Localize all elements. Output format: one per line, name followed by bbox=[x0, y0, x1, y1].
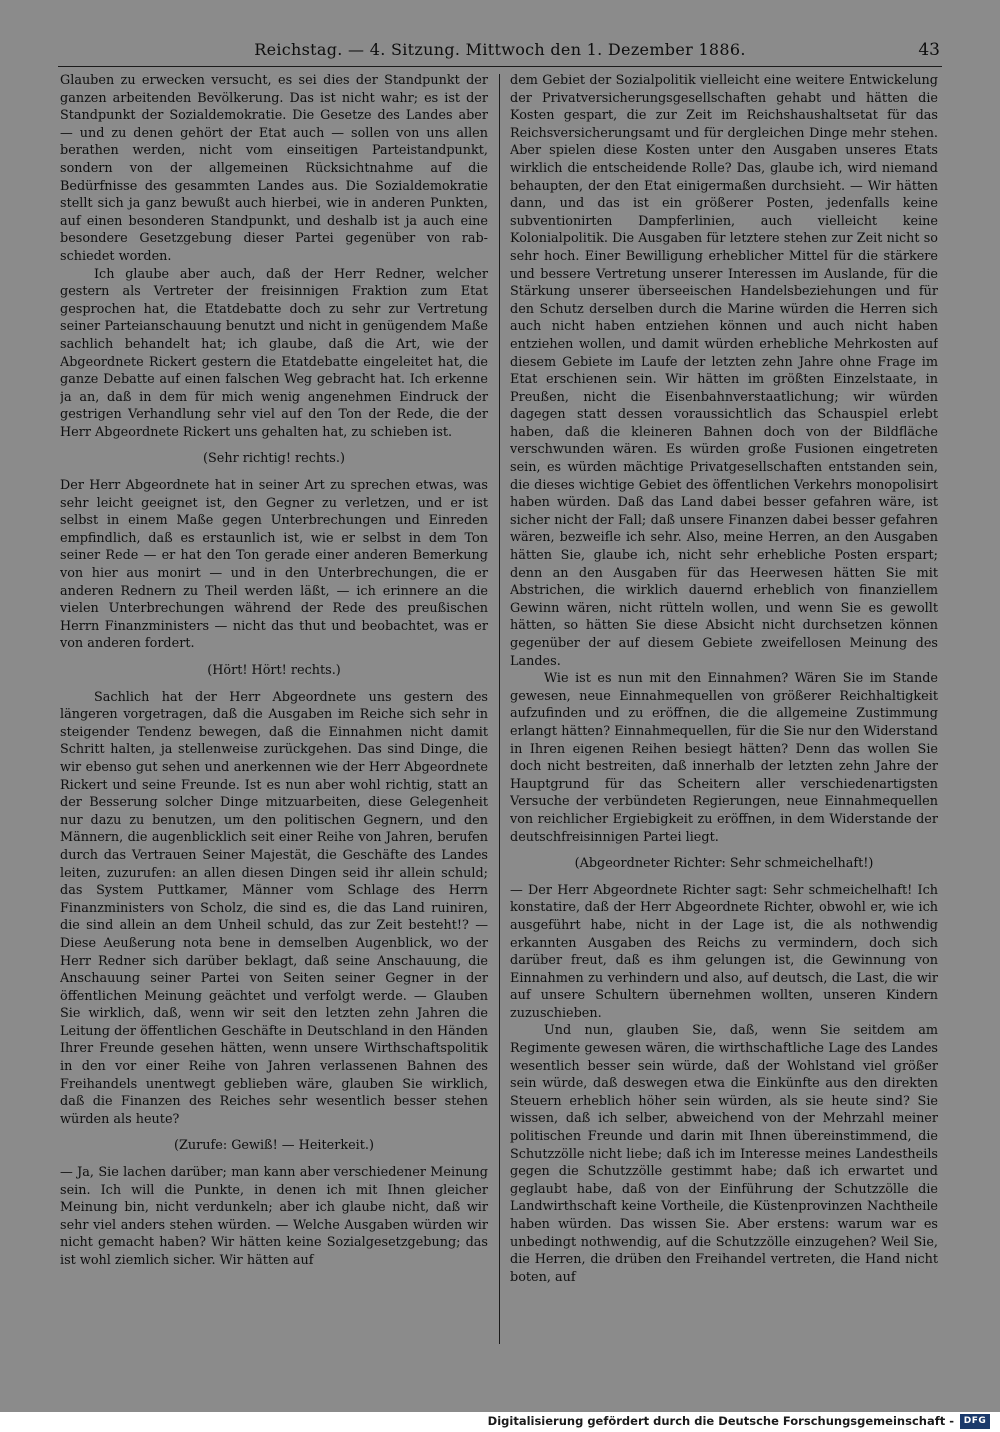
column-divider bbox=[499, 74, 500, 1344]
paragraph: Und nun, glauben Sie, daß, wenn Sie seitdem am Regimente gewesen wären, die wirthschaftliche Lage des Landes wesentlich besser sein würde, daß der Wohlstand viel größer sein würde, daß deswegen etwa die Einkünfte aus den direkten Steuern erheblich höher sein würden, als sie heute sind? Sie wissen, daß ich selber, abweichend von der Mehrzahl meiner politischen Freunde und darin mit Ihnen übereinstimmend, die Schutzzölle nicht liebe; daß ich im Interesse meines Landestheils gegen die Schutzzölle gestimmt habe; daß ich erwartet und geglaubt habe, daß von der Einführung der Schutzzölle die Landwirthschaft keine Vortheile, die Küstenprovinzen Nachtheile haben würden. Das wissen Sie. Aber erstens: warum war es unbedingt nothwendig, auf die Schutzzölle einzugehen? Weil Sie, die Herren, die drüben den Freihandel vertreten, die Hand nicht boten, auf bbox=[510, 1023, 938, 1285]
paragraph: Wie ist es nun mit den Einnahmen? Wären Sie im Stande gewesen, neue Einnahmequellen von größerer Reichhaltigkeit aufzufinden und zu eröffnen, die die allgemeine Zustimmung erlangt hätten? Einnahmequellen, für die Sie nur den Widerstand in Ihren eigenen Reihen besiegt hätten? Denn das wollen Sie doch nicht bestreiten, daß innerhalb der letzten zehn Jahre der Hauptgrund für das Scheitern aller verschiedenartigsten Versuche der verbündeten Regierungen, neue Einnahmequellen von reichlicher Ergiebigkeit zu eröffnen, in dem Widerstande der deutschfreisinnigen Partei liegt. bbox=[510, 671, 938, 845]
interjection: (Sehr richtig! rechts.) bbox=[203, 451, 345, 467]
paragraph: — Der Herr Abgeordnete Richter sagt: Sehr schmeichelhaft! Ich konstatire, daß der Herr Abgeordnete Richter, obwohl er, wie ich ausgeführt habe, nicht in der Lage ist, die als nothwendig erkannten Ausgaben des Reichs zu vermindern, doch sich darüber freut, daß es ihm gelungen ist, die Gewinnung von Einnahmen zu verhindern und also, auf deutsch, die Last, die wir auf unsere Schultern übernehmen wollten, unseren Kindern zuzuschieben. bbox=[510, 882, 938, 1021]
paragraph: Ich glaube aber auch, daß der Herr Redner, welcher gestern als Vertreter der freisinnigen Fraktion zum Etat gesprochen hat, die Etatdebatte doch zu sehr zur Vertretung seiner Parteianschauung benutzt und nicht in genügendem Maße sachlich behandelt hat; ich glaube, daß die Art, wie der Abgeordnete Rickert gestern die Etatdebatte eingeleitet hat, die ganze Debatte auf einen falschen Weg gebracht hat. Ich erkenne ja an, daß in dem für mich wenig angenehmen Eindruck der gestrigen Verhandlung sehr viel auf den Ton der Rede, die der Herr Abgeordnete Rickert uns gehalten hat, zu schieben ist. bbox=[60, 266, 488, 440]
header-rule bbox=[58, 66, 942, 67]
paragraph: — Ja, Sie lachen darüber; man kann aber verschiedener Meinung sein. Ich will die Punkte, in denen ich mit Ihnen gleicher Meinung bin, nicht verdunkeln; aber ich glaube nicht, daß wir sehr viel anders stehen würden. — Welche Ausgaben würden wir nicht gemacht haben? Wir hätten keine Sozialgesetzgebung; das ist wohl ziemlich sicher. Wir hätten auf bbox=[60, 1165, 488, 1268]
right-column bbox=[510, 72, 938, 1348]
footer-bar bbox=[0, 1412, 1000, 1432]
interjection: (Zurufe: Gewiß! — Heiterkeit.) bbox=[174, 1138, 374, 1154]
page-number: 43 bbox=[918, 40, 940, 60]
running-head bbox=[58, 38, 942, 64]
funding-credit: Digitalisierung gefördert durch die Deutsche Forschungsgemeinschaft - bbox=[487, 1414, 954, 1428]
running-head-title: Reichstag. — 4. Sitzung. Mittwoch den 1. Dezember 1886. bbox=[254, 40, 746, 59]
interjection: (Abgeordneter Richter: Sehr schmeichelhaft!) bbox=[574, 856, 874, 872]
paragraph: Sachlich hat der Herr Abgeordnete uns gestern des längeren vorgetragen, daß die Ausgaben im Reiche sich sehr in steigender Tendenz bewegen, daß die Einnahmen nicht damit Schritt halten, ja stellenweise zurückgehen. Das sind Dinge, die wir ebenso gut sehen und anerkennen wie der Herr Abgeordnete Rickert und seine Freunde. Ist es nun aber wohl richtig, statt an der Besserung solcher Dinge mitzuarbeiten, diese Gelegenheit nur dazu zu benutzen, um den politischen Gegnern, und den Männern, die augenblicklich seit einer Reihe von Jahren, berufen durch das Vertrauen Seiner Majestät, die Geschäfte des Landes leiten, zuzurufen: an allen diesen Dingen seid ihr allein schuld; das System Puttkamer, Männer vom Schlage des Herrn Finanzministers von Scholz, die sind es, die das Land ruiniren, die sind allein an dem Unheil schuld, das zur Zeit besteht!? — Diese Aeußerung nota bene in demselben Augenblick, wo der Herr Redner sich darüber beklagt, daß seine Anschauung, die Anschauung seiner Partei von Seiten seiner Gegner in der öffentlichen Meinung geächtet und verfolgt werde. — Glauben Sie wirklich, daß, wenn wir seit den letzten zehn Jahren die Leitung der öffentlichen Geschäfte in Deutschland in den Händen Ihrer Freunde gesehen hätten, wenn unsere Wirthschaftspolitik in den vor einer Reihe von Jahren verlassenen Bahnen des Freihandels unentwegt geblieben wäre, glauben Sie wirklich, daß die Finanzen des Reiches sehr wesentlich besser stehen würden als heute? bbox=[60, 689, 488, 1127]
dfg-logo: DFG bbox=[960, 1414, 990, 1429]
paragraph: Der Herr Abgeordnete hat in seiner Art zu sprechen etwas, was sehr leicht geeignet ist, den Gegner zu verletzen, und er ist selbst in einem Maße gegen Unterbrechungen und Einreden empfindlich, daß es erstaunlich ist, wie er selbst in dem Ton seiner Rede — er hat den Ton gerade einer anderen Bemerkung von hier aus monirt — und in den Unterbrechungen, die er anderen Rednern zu Theil werden läßt, — ich erinnere an die vielen Unterbrechungen während der Rede des preußischen Herrn Finanzministers — nicht das thut und beobachtet, was er von anderen fordert. bbox=[60, 478, 488, 652]
left-column bbox=[60, 72, 488, 1348]
interjection: (Hört! Hört! rechts.) bbox=[207, 663, 341, 678]
paragraph: Glauben zu erwecken versucht, es sei dies der Standpunkt der ganzen arbeitenden Bevölkerung. Das ist nicht wahr; es ist der Standpunkt der Sozialdemokratie. Die Gesetze des Landes aber — und zu denen gehört der Etat auch — sollen von uns allen berathen werden, nicht vom einseitigen Parteistandpunkt, sondern von der allgemeinen Rücksichtnahme auf die Bedürfnisse des gesammten Landes aus. Die Sozialdemokratie stellt sich ja ganz bewußt auch hierbei, wie in anderen Punkten, auf einen besonderen Standpunkt, und deshalb ist ja auch eine besondere Gesetzgebung dieser Partei gegenüber von rab- schiedet worden. bbox=[60, 73, 488, 264]
paragraph: dem Gebiet der Sozialpolitik vielleicht eine weitere Entwickelung der Privatversicherungsgesellschaften gehabt und hätten die Kosten gespart, die zur Zeit im Reichshaushaltsetat für das Reichsversicherungsamt und für dergleichen Dinge mehr stehen. Aber spielen diese Kosten unter den Ausgaben unseres Etats wirklich die entscheidende Rolle? Das, glaube ich, wird niemand behaupten, der den Etat einigermaßen durchsieht. — Wir hätten dann, und das ist ein größerer Posten, jedenfalls keine subventionirten Dampferlinien, auch vielleicht keine Kolonialpolitik. Die Ausgaben für letztere stehen zur Zeit nicht so sehr hoch. Einer Bewilligung erheblicher Mittel für die stärkere und bessere Vertretung unserer Interessen im Auslande, für die Stärkung unserer überseeischen Handelsbeziehungen und für den Schutz derselben durch die Marine würden die Herren sich auch nicht haben entziehen können und auch nicht haben entziehen wollen, und damit würden erhebliche Mehrkosten auf diesem Gebiete im Laufe der letzten zehn Jahre ohne Frage im Etat erschienen sein. Wir hätten im größten Einzelstaate, in Preußen, nicht die Eisenbahnverstaatlichung; wir würden dagegen statt dessen voraussichtlich das Schauspiel erlebt haben, daß die kleineren Bahnen doch von der Bildfläche verschwunden wären. Es würden große Fusionen eingetreten sein, es würden mächtige Privatgesellschaften entstanden sein, die dieses wichtige Gebiet des öffentlichen Verkehrs monopolisirt haben würden. Daß das Land dabei besser gefahren wäre, ist sicher nicht der Fall; daß unsere Finanzen dabei besser gefahren wären, bezweifle ich sehr. Also, meine Herren, an den Ausgaben hätten Sie, glaube ich, nicht sehr erhebliche Posten erspart; denn an den Ausgaben für das Heerwesen hätten Sie mit Abstrichen, die wirklich dauernd erheblich von finanziellem Gewinn wären, nicht rütteln wollen, und wenn Sie es gewollt hätten, so hätten Sie diese Absicht nicht durchsetzen können gegenüber der auf diesem Gebiete zweifellosen Meinung des Landes. bbox=[510, 73, 938, 669]
